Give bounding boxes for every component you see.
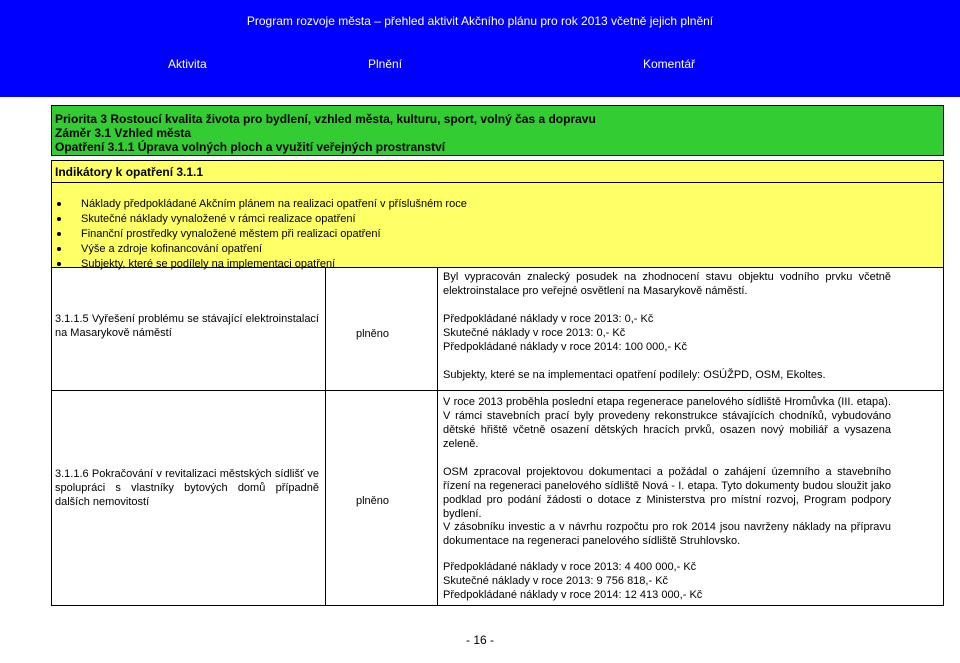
comment-text: Byl vypracován znalecký posudek na zhodnocení stavu objektu vodního prvku včetně elektroinstalace pro veřejné osvětlení na Masarykově náměstí. bbox=[443, 271, 891, 297]
comment-text: Skutečné náklady v roce 2013: 9 756 818,- Kč bbox=[443, 575, 669, 587]
page-title: Program rozvoje města – přehled aktivit Akčního plánu pro rok 2013 včetně jejich plnění bbox=[246, 14, 714, 28]
page-number: - 16 - bbox=[465, 633, 494, 647]
bullet-icon bbox=[57, 202, 61, 206]
indicators-heading: Indikátory k opatření 3.1.1 bbox=[55, 165, 204, 179]
indicators-list: Náklady předpokládané Akčním plánem na realizaci opatření v příslušném roce Skutečné náklady vynaložené v rámci realizace opatření Finanční prostředky vynaložené městem při realizaci opatření Výše a zdroje kofinancování opatření Subjekty, které se podílely na implementaci opatření bbox=[51, 183, 944, 267]
priority-title: Priorita 3 Rostoucí kvalita života pro bydlení, vzhled města, kulturu, sport, volný čas a dopravu bbox=[55, 112, 596, 126]
column-header-status: Plnění bbox=[368, 57, 403, 71]
column-header-comment: Komentář bbox=[643, 57, 696, 71]
comment-text: Předpokládané náklady v roce 2013: 4 400 000,- Kč bbox=[443, 561, 697, 573]
indicators-heading-block bbox=[51, 160, 944, 183]
table-row-divider bbox=[51, 390, 944, 391]
comment-text: Předpokládané náklady v roce 2014: 12 413 000,- Kč bbox=[443, 589, 703, 601]
activity-text: 3.1.1.6 Pokračování v revitalizaci městských sídlišť ve spolupráci s vlastníky bytových domů případně dalších nemovitostí bbox=[55, 468, 319, 508]
bullet-icon bbox=[57, 247, 61, 251]
comment-text: Předpokládané náklady v roce 2013: 0,- Kč bbox=[443, 313, 654, 325]
table-col-line bbox=[943, 267, 944, 605]
measure-title: Opatření 3.1.1 Úprava volných ploch a využití veřejných prostranství bbox=[55, 140, 446, 154]
priority-block bbox=[51, 105, 944, 156]
comment-text: V zásobníku investic a v návrhu rozpočtu pro rok 2014 jsou navrženy náklady na přípravu dokumentace na regeneraci panelového sídliště Struhlovsko. bbox=[443, 521, 891, 547]
bullet-icon bbox=[57, 217, 61, 221]
table-line bbox=[51, 267, 944, 268]
comment-text: Skutečné náklady v roce 2013: 0,- Kč bbox=[443, 327, 626, 339]
table-col-line bbox=[325, 267, 326, 605]
activity-text: 3.1.1.5 Vyřešení problému se stávající elektroinstalací na Masarykově náměstí bbox=[55, 313, 319, 339]
comment-text: Subjekty, které se na implementaci opatření podílely: OSÚŽPD, OSM, Ekoltes. bbox=[443, 369, 826, 381]
bullet-icon bbox=[57, 232, 61, 236]
table-bottom bbox=[51, 605, 944, 606]
bullet-icon bbox=[57, 262, 61, 266]
status-text: plněno bbox=[356, 328, 390, 340]
table-col-line bbox=[437, 267, 438, 605]
comment-text: Předpokládané náklady v roce 2014: 100 000,- Kč bbox=[443, 341, 687, 353]
column-header-activity: Aktivita bbox=[168, 57, 207, 71]
intent-title: Záměr 3.1 Vzhled města bbox=[55, 126, 192, 140]
comment-text: V roce 2013 proběhla poslední etapa regenerace panelového sídliště Hromůvka (III. etapa). V rámci stavebních prací byly provedeny rekonstrukce stávajících chodníků, vybudováno dětské hřiště včetně osazení dětských hracích prvků, osazen nový mobiliář a vysazena zeleně. bbox=[443, 396, 891, 450]
table-col-line bbox=[51, 267, 52, 605]
comment-text: OSM zpracoval projektovou dokumentaci a požádal o zahájení územního a stavebního řízení na regeneraci panelového sídliště Nová - I. etapa. Tyto dokumenty budou sloužit jako podklad pro podání žádosti o dotace z Ministerstva pro místní rozvoj, Program podpory bydlení. bbox=[443, 466, 891, 520]
status-text: plněno bbox=[356, 495, 390, 507]
